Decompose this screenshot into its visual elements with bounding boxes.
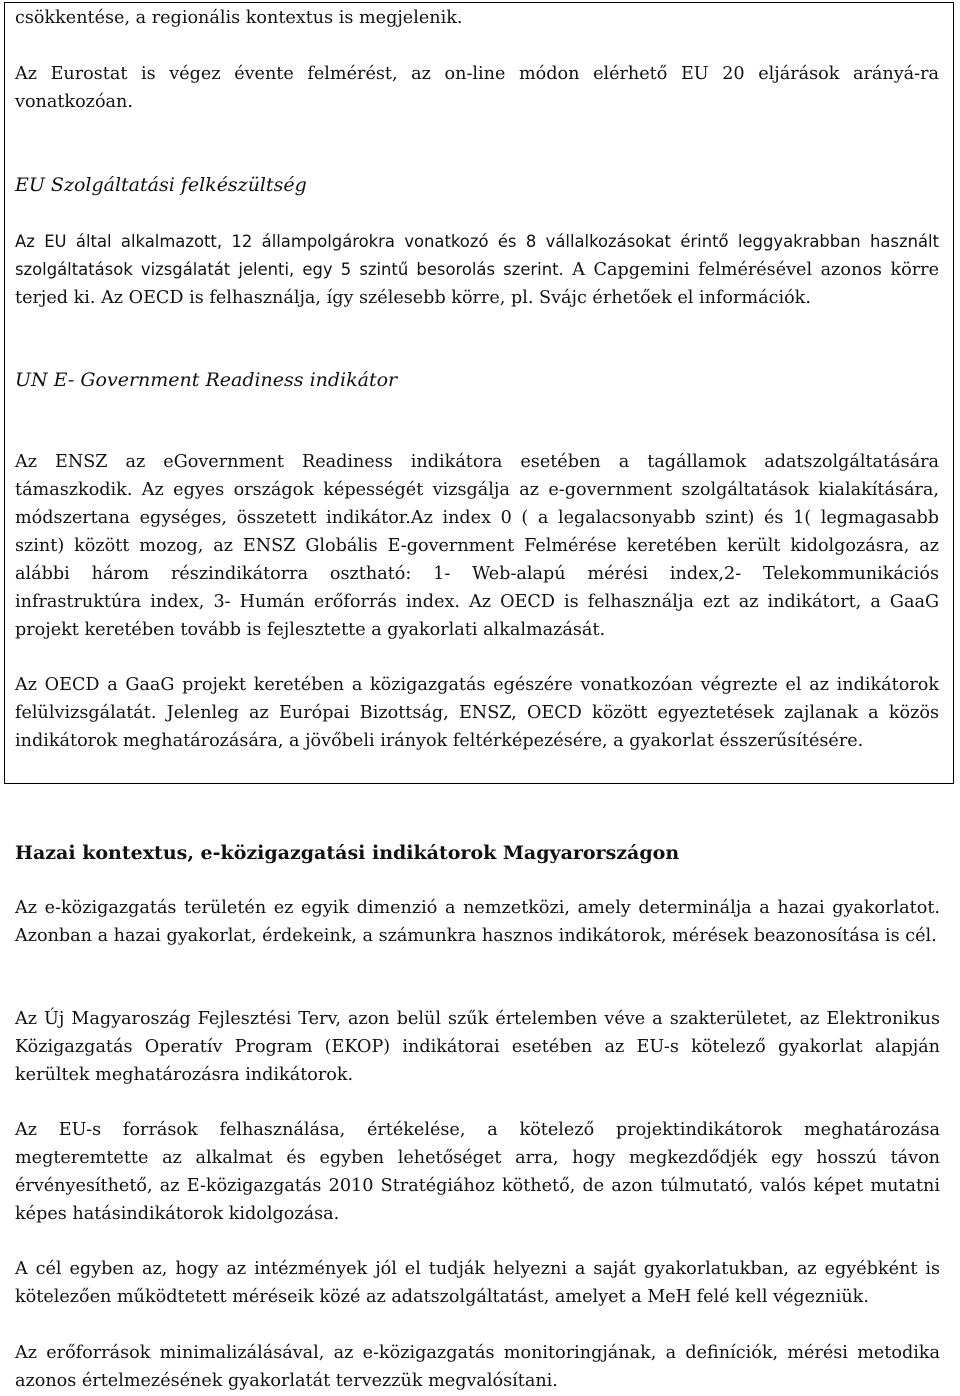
paragraph-hungary-3: Az EU-s források felhasználása, értékelése, a kötelező projektindikátorok meghatározása megteremtette az alkalmat és egyben lehetőséget arra, hogy megkezdődjék egy hosszú távon érvényesíthető, az E-közigazgatás 2010 Stratégiához köthető, de azon túlmutató, valós képet mutatni képes hatásindikátorok kidolgozása. — [15, 1120, 940, 1224]
paragraph-hungary-4: A cél egyben az, hogy az intézmények jól el tudják helyezni a saját gyakorlatukban, az egyébként is kötelezően működtetett méréseik közé az adatszolgáltatást, amelyet a MeH felé kell végezniük. — [15, 1259, 940, 1307]
paragraph-un-indicator: Az ENSZ az eGovernment Readiness indikátora esetében a tagállamok adatszolgáltatására támaszkodik. Az egyes országok képességét vizsgálja az e-government szolgáltatások kialakítására, módszertana egységes, összetett indikátor.Az index 0 ( a legalacsonyabb szint) és 1( legmagasabb szint) között mozog, az ENSZ Globális E-government Felmérése keretében került kidolgozásra, az alábbi három részindikátorra osztható: 1- Web-alapú mérési index,2- Telekommunikációs infrastruktúra index, 3- Humán erőforrás index. Az OECD is felhasználja ezt az indikátort, a GaaG projekt keretében tovább is fejlesztette a gyakorlati alkalmazását. — [15, 452, 939, 640]
paragraph-eu-readiness-sans: Az EU által alkalmazott, 12 állampolgárokra vonatkozó és 8 vállalkozásokat érintő leggyakrabban használt szolgáltatások vizsgálatát jelenti, egy 5 szintű besorolás szerint. — [15, 232, 939, 279]
paragraph-hungary-2: Az Új Magyaroszág Fejlesztési Terv, azon belül szűk értelemben véve a szakterületet, az Elektronikus Közigazgatás Operatív Program (EKOP) indikátorai esetében az EU-s kötelező gyakorlat alapján kerültek meghatározásra indikátorok. — [15, 1009, 940, 1085]
paragraph-oecd-gaag: Az OECD a GaaG projekt keretében a közigazgatás egészére vonatkozóan végrezte el az indikátorok felülvizsgálatát. Jelenleg az Európai Bizottság, ENSZ, OECD között egyeztetések zajlanak a közös indikátorok meghatározására, a jövőbeli irányok feltérképezésére, a gyakorlat ésszerűsítésére. — [15, 675, 939, 751]
continuation-line: csökkentése, a regionális kontextus is megjelenik. — [15, 8, 463, 28]
paragraph-eu-readiness — [15, 228, 939, 312]
section-heading-hungary: Hazai kontextus, e-közigazgatási indikátorok Magyarországon — [15, 842, 680, 864]
paragraph-eurostat: Az Eurostat is végez évente felmérést, az on-line módon elérhető EU 20 eljárások arányá-ra vonatkozóan. — [15, 64, 939, 112]
heading-eu-service-readiness: EU Szolgáltatási felkészültség — [15, 174, 307, 196]
paragraph-hungary-1: Az e-közigazgatás területén ez egyik dimenzió a nemzetközi, amely determinálja a hazai gyakorlatot. Azonban a hazai gyakorlat, érdekeink, a számunkra hasznos indikátorok, mérések beazonosítása is cél. — [15, 898, 940, 946]
paragraph-eu-readiness-serif: A Capgemini felmérésével azonos körre terjed ki. Az OECD is felhasználja, így szélesebb körre, pl. Svájc érhetőek el információk. — [15, 260, 939, 308]
heading-un-egov-readiness: UN E- Government Readiness indikátor — [15, 369, 398, 391]
paragraph-hungary-5: Az erőforrások minimalizálásával, az e-közigazgatás monitoringjának, a definíciók, mérési metodika azonos értelmezésének gyakorlatát tervezzük megvalósítani. — [15, 1343, 940, 1391]
